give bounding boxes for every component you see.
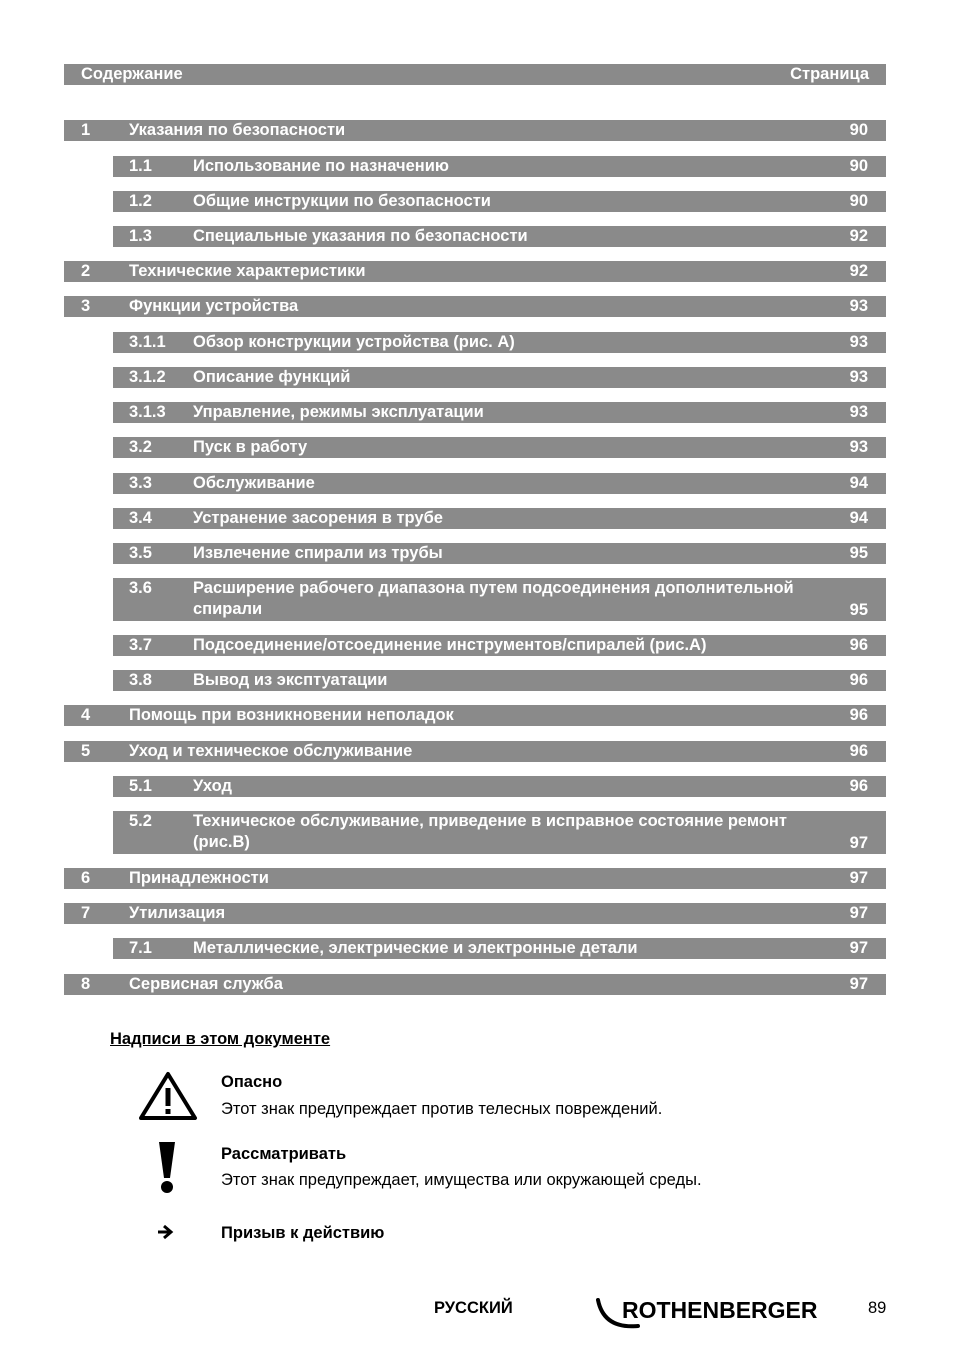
- toc-row[interactable]: [64, 296, 886, 317]
- toc-row[interactable]: [113, 226, 886, 247]
- toc-row[interactable]: [64, 261, 886, 282]
- toc-title: Функции устройства: [129, 297, 299, 315]
- toc-title: Принадлежности: [129, 869, 269, 887]
- toc-title: Помощь при возникновении неполадок: [129, 706, 454, 724]
- toc-page: 96: [849, 636, 868, 654]
- toc-page: 96: [849, 671, 868, 689]
- toc-title: Уход и техническое обслуживание: [129, 742, 413, 760]
- toc-page: 95: [849, 601, 868, 619]
- toc-title: Утилизация: [129, 904, 226, 922]
- toc-page: 97: [849, 975, 868, 993]
- toc-number: 6: [81, 869, 91, 887]
- toc-number: 5.1: [129, 777, 152, 795]
- toc-number: 2: [81, 262, 91, 280]
- toc-page: 94: [849, 474, 868, 492]
- toc-title: Металлические, электрические и электронные детали: [193, 939, 638, 957]
- toc-row[interactable]: [113, 191, 886, 212]
- toc-row[interactable]: [113, 156, 886, 177]
- toc-title: Указания по безопасности: [129, 121, 346, 139]
- toc-number: 3.5: [129, 544, 152, 562]
- toc-title: Вывод из эксптуатации: [193, 671, 388, 689]
- caution-text: Этот знак предупреждает, имущества или окружающей среды.: [221, 1171, 702, 1189]
- toc-number: 3.6: [129, 579, 152, 597]
- toc-title: Использование по назначению: [193, 157, 449, 175]
- page-number: 89: [868, 1299, 887, 1317]
- toc-header-page: Страница: [790, 65, 869, 83]
- toc-title: Обзор конструкции устройства (рис. A): [193, 333, 515, 351]
- toc-row[interactable]: [64, 903, 886, 924]
- toc-page: 97: [849, 869, 868, 887]
- toc-page: 92: [849, 262, 868, 280]
- toc-title: Расширение рабочего диапазона путем подсоединения дополнительной спирали: [193, 579, 794, 618]
- rothenberger-logo: [594, 1294, 836, 1337]
- toc-header-contents: Содержание: [81, 65, 183, 83]
- toc-row[interactable]: [113, 670, 886, 691]
- toc-title: Пуск в работу: [193, 438, 308, 456]
- toc-page: 93: [849, 368, 868, 386]
- toc-number: 1.1: [129, 157, 152, 175]
- toc-page: 90: [849, 121, 868, 139]
- caution-title: Рассматривать: [221, 1145, 347, 1163]
- toc-header: [64, 64, 886, 85]
- toc-number: 3.3: [129, 474, 152, 492]
- toc-row[interactable]: [113, 402, 886, 423]
- action-title: Призыв к действию: [221, 1224, 385, 1242]
- toc-page: 93: [849, 438, 868, 456]
- toc-title: Уход: [193, 777, 232, 795]
- toc-page: 96: [849, 777, 868, 795]
- toc-page: 96: [849, 742, 868, 760]
- toc-number: 4: [81, 706, 91, 724]
- toc-number: 3.1.1: [129, 333, 166, 351]
- footer-language: РУССКИЙ: [434, 1299, 513, 1317]
- toc-number: 3.8: [129, 671, 152, 689]
- brand-name: ROTHENBERGER: [622, 1297, 818, 1323]
- danger-title: Опасно: [221, 1073, 283, 1091]
- toc-row[interactable]: [113, 543, 886, 564]
- toc-number: 1.3: [129, 227, 152, 245]
- toc-page: 97: [849, 904, 868, 922]
- exclamation-icon: [155, 1142, 179, 1194]
- arrow-right-icon: [157, 1224, 175, 1240]
- toc-title: Сервисная служба: [129, 975, 283, 993]
- toc-title: Извлечение спирали из трубы: [193, 544, 443, 562]
- toc-row[interactable]: [113, 635, 886, 656]
- toc-title: Общие инструкции по безопасности: [193, 192, 491, 210]
- toc-row[interactable]: [64, 741, 886, 762]
- warning-triangle-icon: [138, 1071, 198, 1121]
- toc-number: 8: [81, 975, 91, 993]
- toc-title: Управление, режимы эксплуатации: [193, 403, 484, 421]
- toc-title: Обслуживание: [193, 474, 315, 492]
- toc-page: 95: [849, 544, 868, 562]
- toc-title: Технические характеристики: [129, 262, 366, 280]
- toc-page: 93: [849, 333, 868, 351]
- toc-title: Описание функций: [193, 368, 351, 386]
- toc-page: 92: [849, 227, 868, 245]
- toc-page: 93: [849, 297, 868, 315]
- toc-row[interactable]: [64, 120, 886, 141]
- toc-row[interactable]: [64, 705, 886, 726]
- toc-row[interactable]: [113, 811, 886, 854]
- toc-row[interactable]: [113, 938, 886, 959]
- toc-title: Устранение засорения в трубе: [193, 509, 443, 527]
- toc-number: 7.1: [129, 939, 152, 957]
- toc-page: 90: [849, 157, 868, 175]
- toc-number: 3.2: [129, 438, 152, 456]
- toc-number: 7: [81, 904, 91, 922]
- toc-number: 3.4: [129, 509, 152, 527]
- toc-row[interactable]: [64, 974, 886, 995]
- toc-number: 5: [81, 742, 91, 760]
- toc-row[interactable]: [113, 776, 886, 797]
- toc-page: 94: [849, 509, 868, 527]
- toc-number: 1: [81, 121, 91, 139]
- toc-page: 97: [849, 939, 868, 957]
- toc-number: 5.2: [129, 812, 152, 830]
- toc-row[interactable]: [113, 437, 886, 458]
- toc-row[interactable]: [113, 508, 886, 529]
- toc-row[interactable]: [113, 367, 886, 388]
- danger-text: Этот знак предупреждает против телесных повреждений.: [221, 1100, 663, 1118]
- toc-title: Специальные указания по безопасности: [193, 227, 528, 245]
- toc-page: 90: [849, 192, 868, 210]
- toc-page: 96: [849, 706, 868, 724]
- toc-number: 3.7: [129, 636, 152, 654]
- toc-number: 3: [81, 297, 91, 315]
- legend-title: Надписи в этом документе: [110, 1030, 331, 1048]
- toc-number: 3.1.2: [129, 368, 166, 386]
- toc-number: 3.1.3: [129, 403, 166, 421]
- toc-row[interactable]: [113, 578, 886, 621]
- toc-title: Подсоединение/отсоединение инструментов/спиралей (рис.A): [193, 636, 707, 654]
- toc-row[interactable]: [64, 868, 886, 889]
- toc-title: Техническое обслуживание, приведение в исправное состояние ремонт (рис.B): [193, 812, 787, 851]
- toc-row[interactable]: [113, 332, 886, 353]
- toc-number: 1.2: [129, 192, 152, 210]
- toc-page: 97: [849, 834, 868, 852]
- toc-row[interactable]: [113, 473, 886, 494]
- toc-page: 93: [849, 403, 868, 421]
